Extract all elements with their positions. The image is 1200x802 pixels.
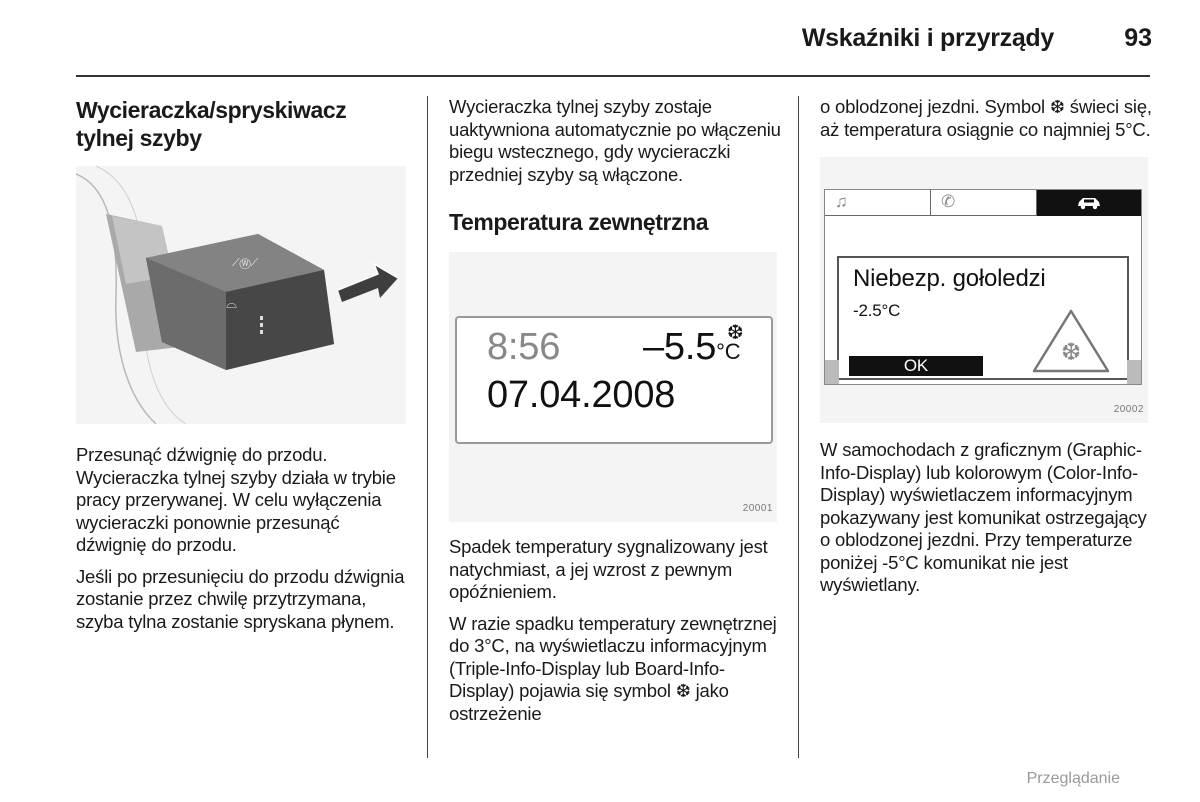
paragraph-graphic-display-warning: W samochodach z graficznym (Graphic-Info-Display) lub kolorowym (Color-Info-Display) wyświetlaczem informacyjnym pokazywany jest komunikat ostrzegający o oblodzonej jezdni. Przy temperaturze poniżej -5°C komunikat nie jest wyświetlany. [820,439,1147,595]
snowflake-icon: ❆ [727,322,744,344]
triple-info-display-figure [449,252,777,522]
svg-text:⌓: ⌓ [226,296,237,312]
paragraph-rear-wiper-auto: Wycieraczka tylnej szyby zostaje uaktywniona automatycznie po włączeniu biegu wstecznego, gdy wycieraczki przedniej szyby są włączone. [449,96,781,185]
display-side-marker-right [1127,360,1141,384]
header-divider [76,75,1150,77]
paragraph-temperature-signal: Spadek temperatury sygnalizowany jest natychmiast, a jej wzrost z pewnym opóźnieniem. [449,536,768,602]
paragraph-rear-wiper-1: Przesunąć dźwignię do przodu. Wycieraczka tylnej szyby działa w trybie pracy przerywanej. W celu wyłączenia wycieraczki ponownie przesunąć dźwignię do przodu. [76,444,396,555]
page-header-title: Wskaźniki i przyrządy [801,24,1054,52]
paragraph-rear-wiper-2: Jeśli po przesunięciu do przodu dźwignia zostanie przez chwilę przytrzymana, szyba tylna zostanie spryskana płynem. [76,565,405,632]
display-temperature-unit: °C [716,339,741,364]
footer-label: Przeglądanie [1026,770,1120,787]
display-date: 07.04.2008 [487,374,676,416]
rear-wiper-stalk-illustration [76,166,406,424]
paragraph-icy-road: o oblodzonej jezdni. Symbol ❆ świeci się, aż temperatura osiągnie co najmniej 5°C. [820,96,1152,140]
ok-button[interactable]: OK [849,356,983,376]
warning-triangle-snowflake-icon [1031,308,1111,374]
figure-code: 20002 [1113,403,1144,415]
figure-code: 20001 [742,502,773,514]
warning-temperature: -2.5°C [853,301,901,320]
section-heading-rear-wiper: Wycieraczka/spryskiwacz tylnej szyby [76,97,347,151]
svg-text:⟋Ⓦ⟋: ⟋Ⓦ⟋ [232,256,259,269]
music-icon: ♫ [825,190,931,216]
middle-column [449,96,781,734]
snowflake-icon: ❆ [1049,97,1065,117]
snowflake-icon: ❆ [675,681,691,701]
column-divider-1 [427,96,428,758]
left-column [76,96,410,642]
warning-title: Niebezp. gołoledzi [853,265,1046,292]
display-side-marker-left [825,360,839,384]
rear-wiper-figure [76,166,406,424]
page-number: 93 [1124,24,1152,52]
phone-icon: ✆ [931,190,1037,216]
triple-info-display [455,316,773,444]
icy-road-warning-box [837,256,1129,380]
paragraph-temperature-warning: W razie spadku temperatury zewnętrznej do 3°C, na wyświetlaczu informacyjnym (Triple-Info-Display lub Board-Info-Display) pojawia się symbol ❆ jako ostrzeżenie [449,612,777,724]
display-temperature [643,326,741,368]
svg-text:❆: ❆ [1061,338,1081,366]
right-column [820,96,1154,606]
section-heading-outside-temperature: Temperatura zewnętrzna [449,209,709,235]
display-temperature-value: –5.5 [643,326,717,368]
graphic-info-display-figure [820,157,1148,423]
car-icon [1037,190,1141,216]
graphic-info-display [824,189,1142,385]
display-time: 8:56 [487,326,561,368]
column-divider-2 [798,96,799,758]
